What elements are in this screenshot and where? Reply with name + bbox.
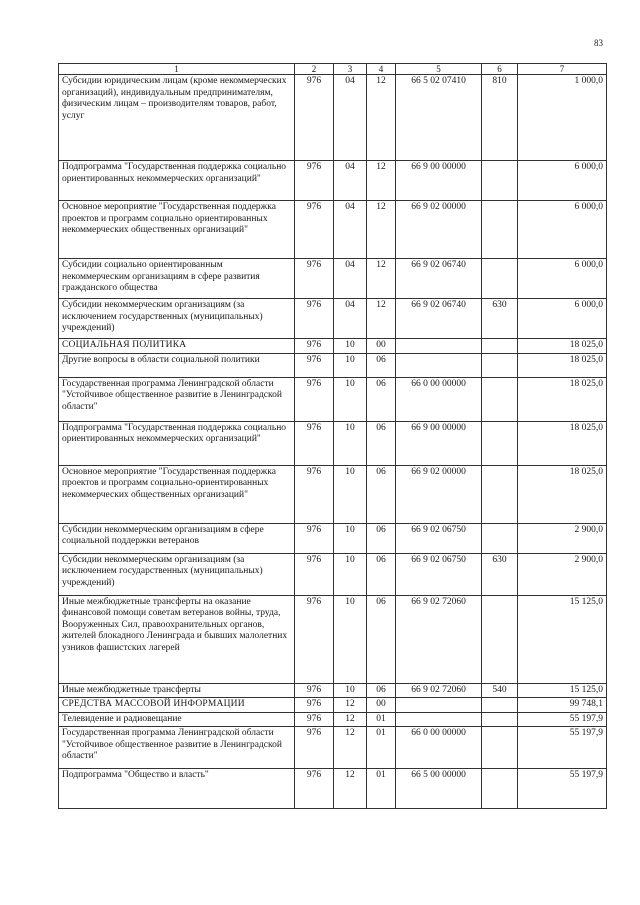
cell-code-subsection: 01	[367, 769, 396, 809]
table-row	[59, 377, 607, 421]
cell-code-admin: 976	[295, 553, 334, 595]
cell-code-type	[482, 377, 518, 421]
cell-code-type	[482, 421, 518, 465]
cell-amount: 18 025,0	[518, 377, 607, 421]
cell-code-admin: 976	[295, 712, 334, 727]
cell-code-admin: 976	[295, 465, 334, 523]
cell-code-target: 66 9 02 06740	[396, 259, 482, 299]
cell-code-type	[482, 698, 518, 713]
cell-amount: 6 000,0	[518, 161, 607, 201]
cell-code-admin: 976	[295, 201, 334, 259]
cell-name: Субсидии социально ориентированным некоммерческим организациям в сфере развития гражданского общества	[59, 259, 295, 299]
cell-code-subsection: 12	[367, 161, 396, 201]
cell-amount: 1 000,0	[518, 75, 607, 161]
cell-code-type	[482, 353, 518, 377]
col-header-2: 2	[295, 64, 334, 75]
cell-code-type: 630	[482, 553, 518, 595]
cell-code-admin: 976	[295, 259, 334, 299]
cell-code-section: 12	[334, 727, 367, 769]
cell-code-target: 66 0 00 00000	[396, 727, 482, 769]
table-row	[59, 465, 607, 523]
cell-name: Государственная программа Ленинградской области "Устойчивое общественное развитие в Ленинградской области"	[59, 727, 295, 769]
cell-code-admin: 976	[295, 727, 334, 769]
col-header-5: 5	[396, 64, 482, 75]
table-row	[59, 259, 607, 299]
table-row	[59, 523, 607, 553]
cell-name: Субсидии некоммерческим организациям (за исключением государственных (муниципальных) учреждений)	[59, 553, 295, 595]
col-header-6: 6	[482, 64, 518, 75]
cell-code-section: 04	[334, 75, 367, 161]
cell-code-type	[482, 523, 518, 553]
cell-name: СОЦИАЛЬНАЯ ПОЛИТИКА	[59, 339, 295, 354]
cell-code-target	[396, 353, 482, 377]
cell-code-subsection: 06	[367, 353, 396, 377]
cell-name: Подпрограмма "Государственная поддержка социально ориентированных некоммерческих организаций"	[59, 161, 295, 201]
table-row	[59, 353, 607, 377]
cell-amount: 6 000,0	[518, 299, 607, 339]
cell-code-target: 66 9 02 06750	[396, 553, 482, 595]
cell-code-section: 04	[334, 161, 367, 201]
cell-code-type	[482, 727, 518, 769]
table-body	[59, 75, 607, 809]
table-row	[59, 201, 607, 259]
cell-amount: 15 125,0	[518, 595, 607, 683]
cell-code-target: 66 9 02 06740	[396, 299, 482, 339]
cell-name: Субсидии юридическим лицам (кроме некоммерческих организаций), индивидуальным предпринимателям, физическим лицам – производителям товаров, работ, услуг	[59, 75, 295, 161]
col-header-4: 4	[367, 64, 396, 75]
table-row	[59, 421, 607, 465]
cell-code-type: 810	[482, 75, 518, 161]
cell-amount: 18 025,0	[518, 353, 607, 377]
cell-code-target: 66 5 00 00000	[396, 769, 482, 809]
cell-code-subsection: 00	[367, 339, 396, 354]
cell-code-subsection: 06	[367, 523, 396, 553]
cell-code-admin: 976	[295, 161, 334, 201]
cell-code-subsection: 12	[367, 75, 396, 161]
cell-code-admin: 976	[295, 683, 334, 698]
cell-amount: 2 900,0	[518, 553, 607, 595]
cell-code-section: 10	[334, 421, 367, 465]
table-row	[59, 299, 607, 339]
cell-code-subsection: 06	[367, 553, 396, 595]
cell-code-section: 12	[334, 698, 367, 713]
cell-code-target: 66 9 02 72060	[396, 595, 482, 683]
cell-code-subsection: 06	[367, 421, 396, 465]
cell-code-admin: 976	[295, 75, 334, 161]
cell-code-section: 10	[334, 683, 367, 698]
table-row	[59, 75, 607, 161]
cell-amount: 18 025,0	[518, 465, 607, 523]
cell-code-subsection: 00	[367, 698, 396, 713]
cell-amount: 55 197,9	[518, 727, 607, 769]
cell-code-type	[482, 712, 518, 727]
cell-amount: 2 900,0	[518, 523, 607, 553]
cell-code-section: 10	[334, 339, 367, 354]
cell-code-subsection: 12	[367, 259, 396, 299]
cell-code-type	[482, 769, 518, 809]
cell-name: Иные межбюджетные трансферты на оказание финансовой помощи советам ветеранов войны, труда, Вооруженных Сил, правоохранительных органов, жителей блокадного Ленинграда и бывших малолетних узников фашистских лагерей	[59, 595, 295, 683]
cell-code-type: 630	[482, 299, 518, 339]
cell-code-admin: 976	[295, 353, 334, 377]
cell-code-admin: 976	[295, 299, 334, 339]
cell-code-type: 540	[482, 683, 518, 698]
cell-code-section: 04	[334, 259, 367, 299]
table-row	[59, 698, 607, 713]
cell-code-type	[482, 161, 518, 201]
cell-name: Государственная программа Ленинградской области "Устойчивое общественное развитие в Ленинградской области"	[59, 377, 295, 421]
cell-code-type	[482, 201, 518, 259]
cell-code-section: 04	[334, 201, 367, 259]
cell-code-admin: 976	[295, 377, 334, 421]
cell-amount: 55 197,9	[518, 769, 607, 809]
cell-code-target: 66 9 02 00000	[396, 201, 482, 259]
cell-amount: 6 000,0	[518, 201, 607, 259]
table-row	[59, 727, 607, 769]
cell-code-target	[396, 712, 482, 727]
cell-amount: 15 125,0	[518, 683, 607, 698]
cell-code-section: 12	[334, 769, 367, 809]
cell-code-admin: 976	[295, 769, 334, 809]
cell-code-subsection: 06	[367, 595, 396, 683]
cell-amount: 18 025,0	[518, 421, 607, 465]
cell-code-subsection: 06	[367, 377, 396, 421]
cell-code-section: 10	[334, 353, 367, 377]
cell-code-target: 66 9 02 72060	[396, 683, 482, 698]
cell-name: Телевидение и радиовещание	[59, 712, 295, 727]
cell-code-admin: 976	[295, 595, 334, 683]
cell-code-subsection: 06	[367, 465, 396, 523]
cell-code-type	[482, 595, 518, 683]
cell-code-section: 10	[334, 465, 367, 523]
table-row	[59, 712, 607, 727]
cell-code-admin: 976	[295, 339, 334, 354]
cell-code-target: 66 5 02 07410	[396, 75, 482, 161]
cell-code-section: 10	[334, 595, 367, 683]
cell-code-admin: 976	[295, 698, 334, 713]
cell-code-target: 66 9 00 00000	[396, 421, 482, 465]
cell-amount: 6 000,0	[518, 259, 607, 299]
cell-name: Субсидии некоммерческим организациям (за исключением государственных (муниципальных) учреждений)	[59, 299, 295, 339]
table-row	[59, 769, 607, 809]
cell-name: Иные межбюджетные трансферты	[59, 683, 295, 698]
cell-code-target: 66 0 00 00000	[396, 377, 482, 421]
table-row	[59, 595, 607, 683]
table-row	[59, 553, 607, 595]
cell-code-admin: 976	[295, 523, 334, 553]
cell-code-subsection: 06	[367, 683, 396, 698]
cell-code-section: 10	[334, 377, 367, 421]
cell-code-type	[482, 465, 518, 523]
cell-amount: 99 748,1	[518, 698, 607, 713]
cell-code-target: 66 9 02 06750	[396, 523, 482, 553]
col-header-7: 7	[518, 64, 607, 75]
cell-name: Основное мероприятие "Государственная поддержка проектов и программ социально ориентированных некоммерческих общественных организаций"	[59, 201, 295, 259]
cell-code-target: 66 9 00 00000	[396, 161, 482, 201]
table-row	[59, 339, 607, 354]
cell-code-section: 10	[334, 523, 367, 553]
cell-name: Субсидии некоммерческим организациям в сфере социальной поддержки ветеранов	[59, 523, 295, 553]
cell-code-section: 10	[334, 553, 367, 595]
cell-amount: 18 025,0	[518, 339, 607, 354]
cell-name: Подпрограмма "Общество и власть"	[59, 769, 295, 809]
col-header-3: 3	[334, 64, 367, 75]
cell-code-target	[396, 339, 482, 354]
cell-code-target: 66 9 02 00000	[396, 465, 482, 523]
cell-code-subsection: 12	[367, 299, 396, 339]
table-row	[59, 683, 607, 698]
col-header-1: 1	[59, 64, 295, 75]
cell-code-type	[482, 339, 518, 354]
cell-name: Подпрограмма "Государственная поддержка социально ориентированных некоммерческих организаций"	[59, 421, 295, 465]
cell-name: Основное мероприятие "Государственная поддержка проектов и программ социально-ориентированных некоммерческих общественных организаций"	[59, 465, 295, 523]
cell-code-section: 04	[334, 299, 367, 339]
cell-code-type	[482, 259, 518, 299]
cell-code-subsection: 12	[367, 201, 396, 259]
cell-code-subsection: 01	[367, 712, 396, 727]
cell-name: СРЕДСТВА МАССОВОЙ ИНФОРМАЦИИ	[59, 698, 295, 713]
cell-code-subsection: 01	[367, 727, 396, 769]
budget-table	[58, 63, 607, 809]
cell-code-target	[396, 698, 482, 713]
cell-code-section: 12	[334, 712, 367, 727]
cell-name: Другие вопросы в области социальной политики	[59, 353, 295, 377]
page-number: 83	[594, 38, 603, 48]
header-row	[59, 64, 607, 75]
cell-amount: 55 197,9	[518, 712, 607, 727]
table-row	[59, 161, 607, 201]
cell-code-admin: 976	[295, 421, 334, 465]
